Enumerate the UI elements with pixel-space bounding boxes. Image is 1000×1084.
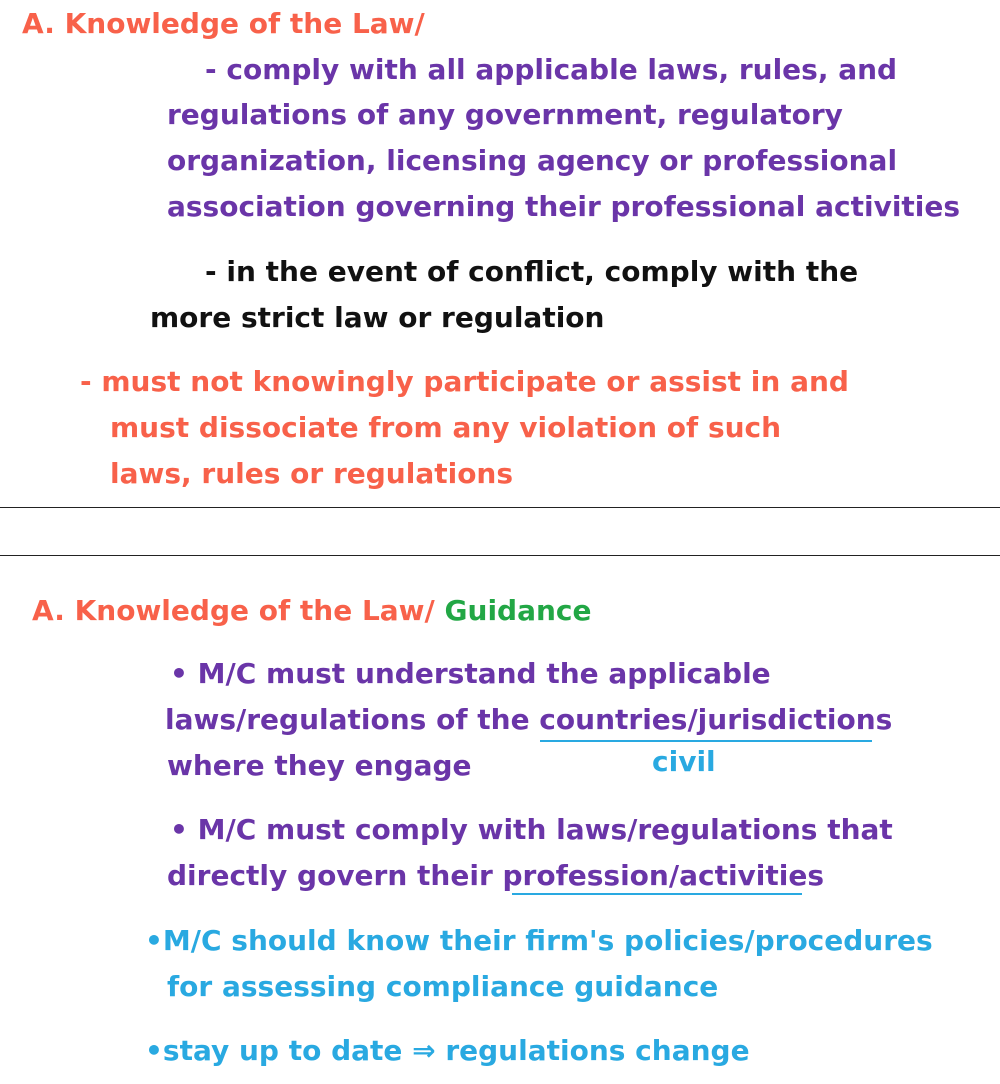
slide2-bullet1-line3: where they engage [167, 749, 472, 782]
underline-profession-activities [512, 893, 802, 895]
slide2-title-guidance: Guidance [444, 594, 592, 627]
slide2-bullet2-line1: • M/C must comply with laws/regulations that [170, 813, 893, 846]
slide2-bullet2-line2: directly govern their profession/activities [167, 859, 825, 892]
slide-divider-top [0, 507, 1000, 508]
underline-countries-jurisdictions [540, 740, 872, 742]
slide2-bullet4: •stay up to date ⇒ regulations change [145, 1034, 750, 1067]
slide1-item1-line4: association governing their professional activities [167, 190, 961, 223]
slide1-title: A. Knowledge of the Law/ [22, 7, 425, 40]
slide2-bullet3-line1: •M/C should know their firm's policies/procedures [145, 924, 933, 957]
slide2-bullet1-line1: • M/C must understand the applicable [170, 657, 771, 690]
slide1-item1-line2: regulations of any government, regulatory [167, 98, 843, 131]
slide1-item3-line2: must dissociate from any violation of such [110, 411, 782, 444]
slide1-item2-line2: more strict law or regulation [150, 301, 605, 334]
slide2-title [32, 594, 592, 627]
slide2-title-main: A. Knowledge of the Law/ [32, 594, 435, 627]
slide1-item1-line1: - comply with all applicable laws, rules, and [205, 53, 898, 86]
slide-divider-bottom [0, 555, 1000, 556]
slide1-item2-line1: - in the event of conflict, comply with the [205, 255, 859, 288]
slide1-item3-line3: laws, rules or regulations [110, 457, 514, 490]
slide1-item1-line3: organization, licensing agency or professional [167, 144, 898, 177]
slide1-item3-line1: - must not knowingly participate or assist in and [80, 365, 849, 398]
annotation-civil: civil [652, 745, 716, 778]
slide2-bullet3-line2: for assessing compliance guidance [167, 970, 719, 1003]
slide2-bullet1-line2: laws/regulations of the countries/jurisdictions [165, 703, 893, 736]
